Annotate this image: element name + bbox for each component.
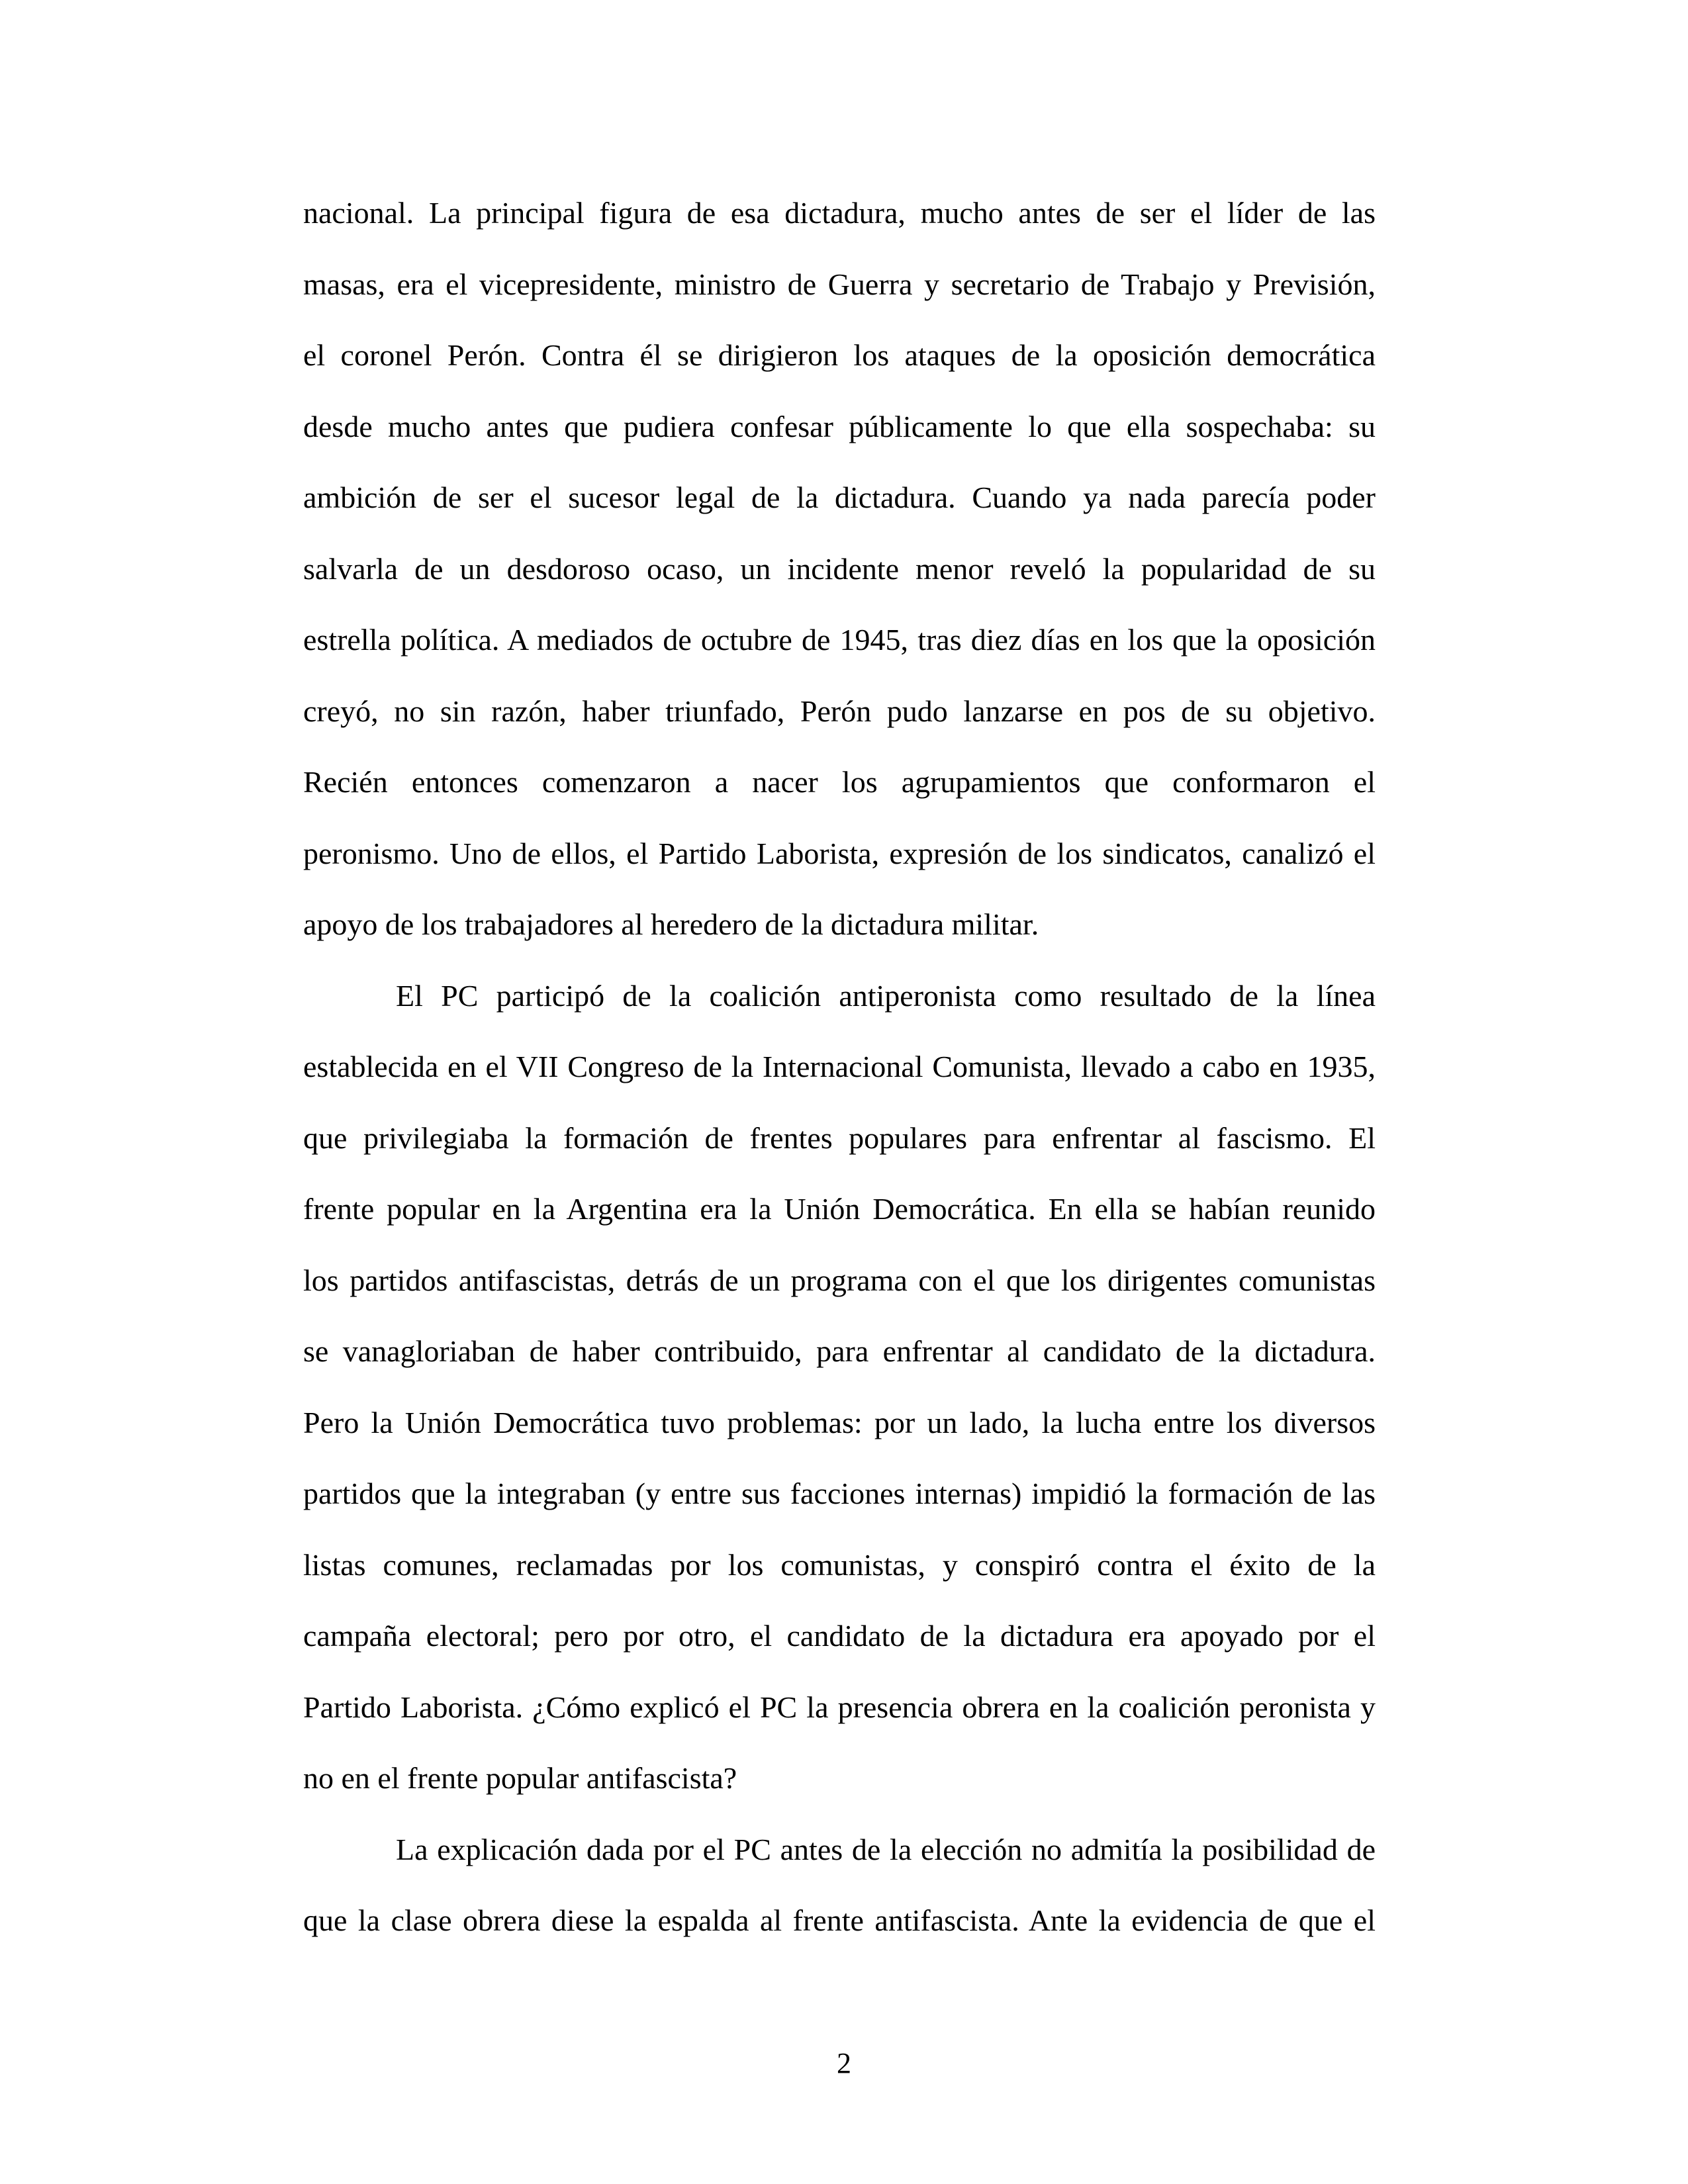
text-line: apoyo de los trabajadores al heredero de la dictadura militar. (303, 907, 1039, 941)
text-line: campaña electoral; pero por otro, el candidato de la dictadura era apoyado por el (303, 1619, 1376, 1653)
text-line: frente popular en la Argentina era la Unión Democrática. En ella se habían reunido (303, 1192, 1376, 1226)
text-line: no en el frente popular antifascista? (303, 1761, 737, 1795)
text-line: creyó, no sin razón, haber triunfado, Perón pudo lanzarse en pos de su objetivo. (303, 694, 1376, 728)
paragraph-2 (303, 960, 1376, 1814)
paragraph-3 (303, 1814, 1376, 1956)
text-line: el coronel Perón. Contra él se dirigieron los ataques de la oposición democrática (303, 338, 1376, 372)
text-line: peronismo. Uno de ellos, el Partido Laborista, expresión de los sindicatos, canalizó el (303, 836, 1376, 870)
text-line: listas comunes, reclamadas por los comunistas, y conspiró contra el éxito de la (303, 1547, 1376, 1582)
text-line: establecida en el VII Congreso de la Internacional Comunista, llevado a cabo en 1935, (303, 1050, 1376, 1083)
text-line: masas, era el vicepresidente, ministro de Guerra y secretario de Trabajo y Previsión, (303, 267, 1376, 301)
text-line: ambición de ser el sucesor legal de la dictadura. Cuando ya nada parecía poder (303, 480, 1376, 514)
text-line: La explicación dada por el PC antes de la elección no admitía la posibilidad de (396, 1832, 1376, 1866)
paragraph-1 (303, 177, 1376, 960)
text-line: se vanagloriaban de haber contribuido, para enfrentar al candidato de la dictadura. (303, 1334, 1376, 1368)
text-line: nacional. La principal figura de esa dictadura, mucho antes de ser el líder de las (303, 196, 1376, 230)
text-line: El PC participó de la coalición antiperonista como resultado de la línea (396, 978, 1376, 1013)
text-line: partidos que la integraban (y entre sus facciones internas) impidió la formación de las (303, 1477, 1376, 1510)
text-line: Partido Laborista. ¿Cómo explicó el PC la presencia obrera en la coalición peronista y (303, 1690, 1376, 1724)
text-line: los partidos antifascistas, detrás de un programa con el que los dirigentes comunistas (303, 1263, 1376, 1297)
text-line: que privilegiaba la formación de frentes populares para enfrentar al fascismo. El (303, 1120, 1376, 1155)
text-line: estrella política. A mediados de octubre de 1945, tras diez días en los que la oposición (303, 623, 1376, 657)
body-text (303, 177, 1376, 1956)
text-line: Pero la Unión Democrática tuvo problemas: por un lado, la lucha entre los diversos (303, 1405, 1376, 1439)
text-line: Recién entonces comenzaron a nacer los agrupamientos que conformaron el (303, 765, 1376, 799)
page-number: 2 (837, 2047, 851, 2079)
text-line: salvarla de un desdoroso ocaso, un incidente menor reveló la popularidad de su (303, 551, 1376, 586)
text-line: desde mucho antes que pudiera confesar públicamente lo que ella sospechaba: su (303, 409, 1376, 443)
text-line: que la clase obrera diese la espalda al frente antifascista. Ante la evidencia de que el (303, 1903, 1376, 1937)
